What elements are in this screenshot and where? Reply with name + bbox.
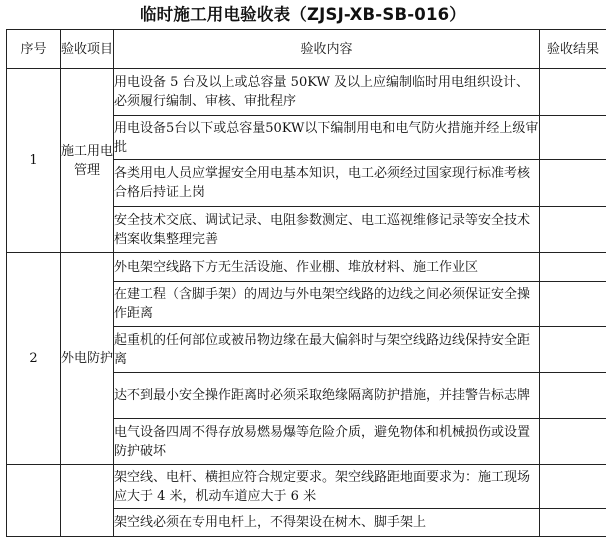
section-seq: 2 xyxy=(7,253,61,465)
header-row xyxy=(7,30,606,69)
result-cell[interactable] xyxy=(540,419,606,465)
header-content: 验收内容 xyxy=(114,30,540,69)
table-row xyxy=(7,465,606,509)
content-cell: 用电设备 5 台及以上或总容量 50KW 及以上应编制临时用电组织设计、必须履行编制、审核、审批程序 xyxy=(114,69,540,116)
content-cell: 达不到最小安全操作距离时必须采取绝缘隔离防护措施，并挂警告标志牌 xyxy=(114,373,540,419)
table-row xyxy=(7,69,606,116)
section-item: 施工用电管理 xyxy=(61,69,114,253)
content-cell: 在建工程（含脚手架）的周边与外电架空线路的边线之间必须保证安全操作距离 xyxy=(114,282,540,327)
result-cell[interactable] xyxy=(540,327,606,373)
result-cell[interactable] xyxy=(540,465,606,509)
content-cell: 架空线、电杆、横担应符合规定要求。架空线路距地面要求为：施工现场应大于 4 米，机动车道应大于 6 米 xyxy=(114,465,540,509)
result-cell[interactable] xyxy=(540,282,606,327)
content-cell: 外电架空线路下方无生活设施、作业棚、堆放材料、施工作业区 xyxy=(114,253,540,282)
section-item: 外电防护 xyxy=(61,253,114,465)
table-row xyxy=(7,253,606,282)
header-result: 验收结果 xyxy=(540,30,606,69)
content-cell: 架空线必须在专用电杆上，不得架设在树木、脚手架上 xyxy=(114,509,540,537)
section-item xyxy=(61,465,114,537)
result-cell[interactable] xyxy=(540,116,606,160)
section-seq: 1 xyxy=(7,69,61,253)
inspection-table xyxy=(6,29,606,537)
result-cell[interactable] xyxy=(540,509,606,537)
result-cell[interactable] xyxy=(540,253,606,282)
form-title: 临时施工用电验收表（ZJSJ-XB-SB-016） xyxy=(139,5,467,24)
content-cell: 各类用电人员应掌握安全用电基本知识，电工必须经过国家现行标准考核合格后持证上岗 xyxy=(114,160,540,207)
header-item: 验收项目 xyxy=(61,30,114,69)
content-cell: 安全技术交底、调试记录、电阻参数测定、电工巡视维修记录等安全技术档案收集整理完善 xyxy=(114,207,540,253)
result-cell[interactable] xyxy=(540,160,606,207)
content-cell: 起重机的任何部位或被吊物边缘在最大偏斜时与架空线路边线保持安全距离 xyxy=(114,327,540,373)
result-cell[interactable] xyxy=(540,207,606,253)
section-seq xyxy=(7,465,61,537)
result-cell[interactable] xyxy=(540,69,606,116)
content-cell: 用电设备5台以下或总容量50KW以下编制用电和电气防火措施并经上级审批 xyxy=(114,116,540,160)
content-cell: 电气设备四周不得存放易燃易爆等危险介质，避免物体和机械损伤或设置防护破坏 xyxy=(114,419,540,465)
header-seq: 序号 xyxy=(7,30,61,69)
result-cell[interactable] xyxy=(540,373,606,419)
